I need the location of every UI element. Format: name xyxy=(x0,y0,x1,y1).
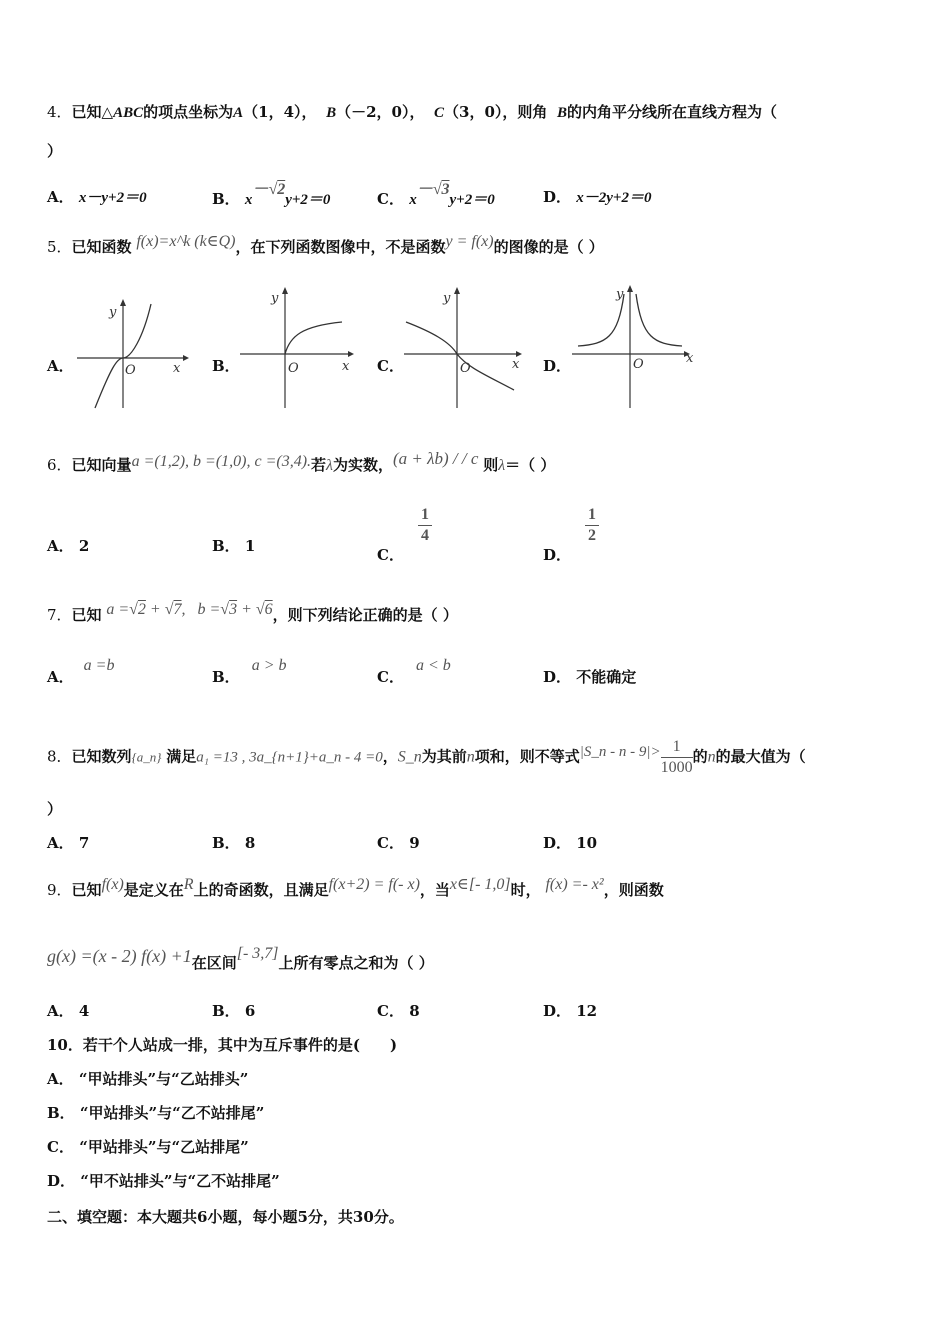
axis-x: x xyxy=(686,351,694,366)
axis-x: x xyxy=(512,357,520,372)
q4-option-c[interactable]: C． x－√3y+2＝0 xyxy=(377,181,495,208)
axis-y: y xyxy=(616,287,624,302)
axis-x: x xyxy=(342,359,350,374)
q9-option-b[interactable]: B． 6 xyxy=(212,1002,256,1020)
q4-option-a[interactable]: A． x－y+2＝0 xyxy=(47,188,147,206)
q5-option-d[interactable]: D． xyxy=(543,357,572,375)
section-2-heading: 二、填空题：本大题共6小题，每小题5分，共30分。 xyxy=(47,1208,404,1226)
q6-stem: 6．已知向量a =(1,2), b =(1,0), c =(3,4).若λ为实数，(a + λb) / / c 则λ＝（ ） xyxy=(47,449,556,474)
q7-stem: 7．已知 a =√2 + √7, b =√3 + √6，则下列结论正确的是（ ） xyxy=(47,601,458,624)
graph-c[interactable] xyxy=(402,286,527,410)
q10-option-b[interactable]: B． “甲站排头”与“乙不站排尾” xyxy=(47,1104,265,1122)
origin: O xyxy=(460,361,471,376)
q10-option-a[interactable]: A． “甲站排头”与“乙站排头” xyxy=(47,1070,249,1088)
q10-stem: 10．若干个人站成一排，其中为互斥事件的是( ) xyxy=(47,1036,398,1054)
origin: O xyxy=(633,357,644,372)
q10-option-c[interactable]: C． “甲站排头”与“乙站排尾” xyxy=(47,1138,249,1156)
q10-option-d[interactable]: D． “甲不站排头”与“乙不站排尾” xyxy=(47,1172,280,1190)
q5-option-b[interactable]: B． xyxy=(212,357,240,375)
origin: O xyxy=(288,361,299,376)
axis-y: y xyxy=(443,291,451,306)
q4-stem: 4．已知△ABC的项点坐标为A（1，4）， B（－2，0）， C（3，0），则角 B的内角平分线所在直线方程为（ xyxy=(47,103,777,121)
q9-stem: 9．已知f(x)是定义在R上的奇函数，且满足f(x+2) = f(- x)，当x∈[- 1,0]时， f(x) =- x²，则函数 xyxy=(47,876,664,899)
q5-option-a[interactable]: A． xyxy=(47,357,74,375)
axis-x: x xyxy=(173,361,181,376)
q6-option-c[interactable]: C． $\frac{1}{4}$ xyxy=(377,505,432,546)
q8-stem-close: ） xyxy=(47,800,63,818)
axis-y: y xyxy=(271,291,279,306)
q5-stem: 5．已知函数 f(x)=x^k (k∈Q)，在下列函数图像中，不是函数y = f(x)的图像的是（ ） xyxy=(47,233,604,256)
q7-option-d[interactable]: D． 不能确定 xyxy=(543,668,637,686)
q4-option-b[interactable]: B． x－√2y+2＝0 xyxy=(212,181,331,208)
q7-option-b[interactable]: B．a > b xyxy=(212,657,287,686)
q9-option-c[interactable]: C． 8 xyxy=(377,1002,420,1020)
q6-option-d[interactable]: D． $\frac{1}{2}$ xyxy=(543,505,599,546)
q5-option-c[interactable]: C． xyxy=(377,357,404,375)
graph-d[interactable] xyxy=(570,284,696,410)
q7-option-a[interactable]: A．a =b xyxy=(47,657,115,686)
q6-option-a[interactable]: A． 2 xyxy=(47,537,90,555)
q7-option-c[interactable]: C．a < b xyxy=(377,657,451,686)
graph-a[interactable] xyxy=(75,298,190,410)
q4-stem-close: ） xyxy=(47,142,63,160)
q9-stem-line2: g(x) =(x - 2) f(x) +1在区间[- 3,7]上所有零点之和为（ ） xyxy=(47,945,434,972)
q8-stem: 8．已知数列{a_n} 满足a₁ =13 , 3a_{n+1}+a_n - 4 =0，S_n为其前n项和，则不等式|S_n - n - 9|> $\frac{1}{1000}$ 的n的最大值为（ xyxy=(47,738,806,776)
q4-option-d[interactable]: D． x－2y+2＝0 xyxy=(543,188,652,206)
origin: O xyxy=(125,363,136,378)
q8-option-d[interactable]: D． 10 xyxy=(543,834,598,852)
q9-option-a[interactable]: A． 4 xyxy=(47,1002,90,1020)
axis-y: y xyxy=(109,305,117,320)
q8-option-c[interactable]: C． 9 xyxy=(377,834,420,852)
q8-option-b[interactable]: B． 8 xyxy=(212,834,256,852)
q9-option-d[interactable]: D． 12 xyxy=(543,1002,598,1020)
q8-option-a[interactable]: A． 7 xyxy=(47,834,90,852)
graph-b[interactable] xyxy=(238,286,358,410)
q6-option-b[interactable]: B． 1 xyxy=(212,537,256,555)
